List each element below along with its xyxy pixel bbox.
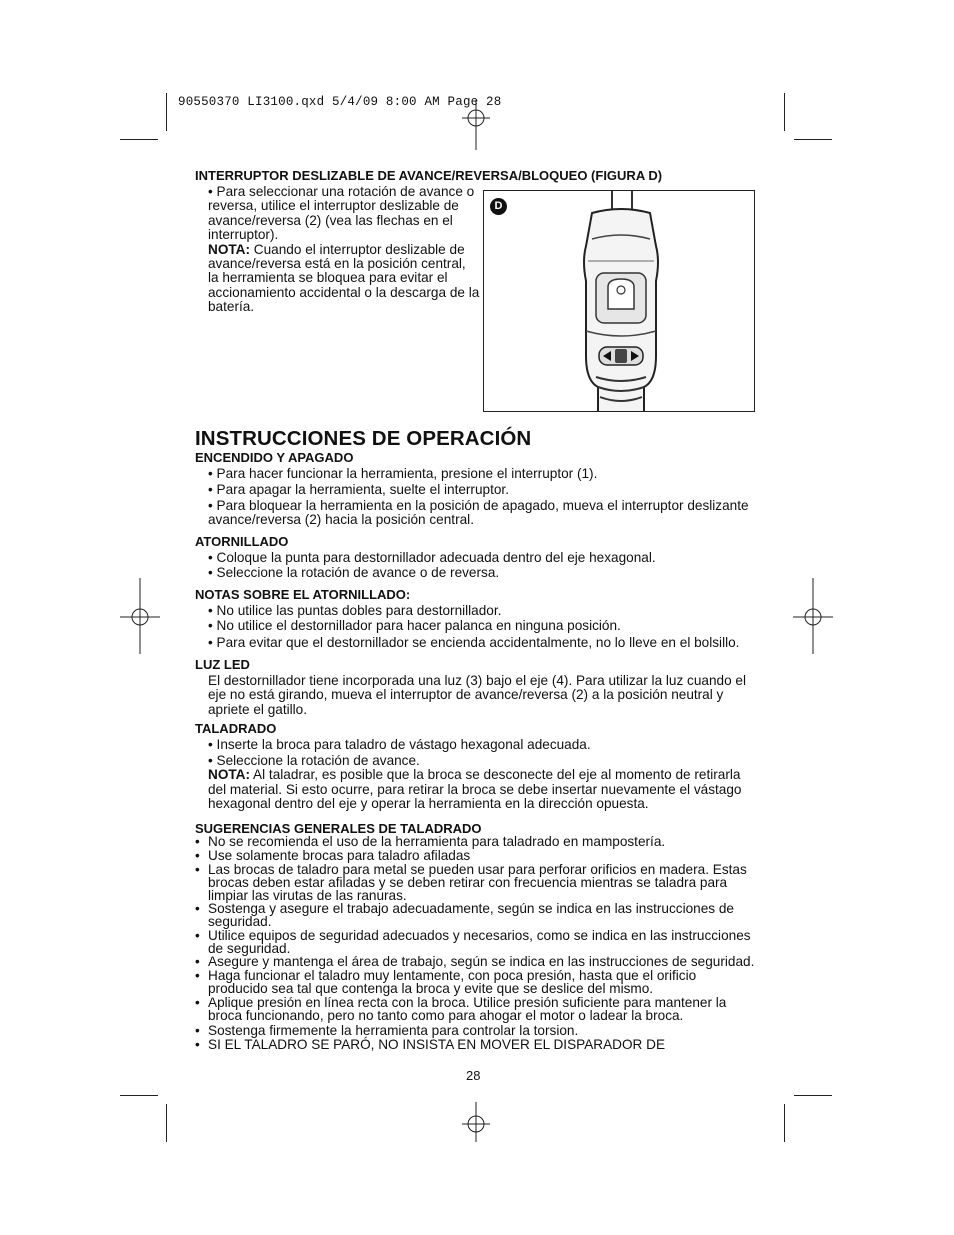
list-item-text: Utilice equipos de seguridad adecuados y necesarios, como se indica en las instrucciones de seguridad.	[208, 928, 751, 956]
list-item-text: Sostenga y asegure el trabajo adecuadamente, según se indica en las instrucciones de seguridad.	[208, 901, 734, 929]
bullet: •	[195, 834, 200, 849]
note-label: NOTA:	[208, 241, 251, 257]
atornillado-heading: ATORNILLADO	[195, 534, 289, 549]
screwdriver-top-view-icon	[484, 191, 755, 412]
figure-bullet: • Para seleccionar una rotación de avance o reversa, utilice el interruptor deslizable de avance/reversa (2) (vea las flechas en el interruptor).	[208, 184, 475, 243]
note-label: NOTA:	[208, 767, 251, 783]
list-item-text: Sostenga firmemente la herramienta para controlar la torsion.	[208, 1023, 579, 1038]
note-text: Al taladrar, es posible que la broca se desconecte del eje al momento de retirarla del material. Si esto ocurre, para retirar la broca se debe insertar nuevamente el vástago hexagonal dentro del eje y operar la herramienta en la dirección opuesta.	[208, 767, 742, 812]
list-item-text: Asegure y mantenga el área de trabajo, según se indica en las instrucciones de seguridad.	[208, 954, 755, 969]
list-item-text: No se recomienda el uso de la herramienta para taladrado en mampostería.	[208, 834, 666, 849]
figure-d-illustration	[483, 190, 755, 412]
luz-heading: LUZ LED	[195, 657, 250, 672]
figure-text	[208, 185, 480, 315]
list-item: • Para evitar que el destornillador se encienda accidentalmente, no lo lleve en el bolsillo.	[208, 634, 740, 650]
list-item-text: Haga funcionar el taladro muy lentamente, con poca presión, hasta que el orificio producido sea tal que contenga la broca y evite que se deslice del mismo.	[208, 968, 697, 996]
page-title: INSTRUCCIONES DE OPERACIÓN	[195, 427, 532, 450]
list-item: • Inserte la broca para taladro de vástago hexagonal adecuada.	[208, 737, 591, 752]
bullet: •	[195, 954, 200, 969]
figure-heading: INTERRUPTOR DESLIZABLE DE AVANCE/REVERSA/BLOQUEO (FIGURA D)	[195, 168, 663, 183]
encendido-heading: ENCENDIDO Y APAGADO	[195, 450, 354, 465]
taladrado-heading: TALADRADO	[195, 721, 277, 736]
bullet: •	[195, 848, 200, 863]
list-item: • Coloque la punta para destornillador adecuada dentro del eje hexagonal.	[208, 550, 656, 565]
atornillado-list	[208, 551, 756, 581]
bullet: •	[195, 862, 200, 877]
list-item: • Para apagar la herramienta, suelte el interruptor.	[208, 481, 509, 497]
registration-mark-icon	[120, 578, 160, 654]
sugerencias-heading: SUGERENCIAS GENERALES DE TALADRADO	[195, 821, 482, 836]
list-item: • No utilice las puntas dobles para destornillador.	[208, 603, 502, 618]
list-item-text: Las brocas de taladro para metal se pueden usar para perforar orificios en madera. Estas brocas deben estar afiladas y se deben retirar con frecuencia mientras se taladra para limpiar las virutas de las ranuras.	[208, 862, 747, 903]
file-slug: 90550370 LI3100.qxd 5/4/09 8:00 AM Page 28	[178, 95, 502, 109]
list-item-text: SI EL TALADRO SE PARÓ, NO INSISTA EN MOVER EL DISPARADOR DE	[208, 1037, 666, 1052]
note-text: Cuando el interruptor deslizable de avance/reversa está en la posición central, la herramienta se bloquea para evitar el accionamiento accidental o la descarga de la batería.	[208, 241, 480, 315]
list-item: • Seleccione la rotación de avance o de reversa.	[208, 565, 500, 581]
bullet: •	[195, 968, 200, 983]
bullet: •	[195, 995, 200, 1010]
page-number: 28	[466, 1068, 481, 1083]
list-item-text: Use solamente brocas para taladro afiladas	[208, 848, 471, 863]
list-item: • Para hacer funcionar la herramienta, presione el interruptor (1).	[208, 466, 598, 481]
registration-mark-icon	[793, 578, 833, 654]
taladrado-list	[208, 738, 756, 812]
bullet: •	[195, 1037, 200, 1052]
list-item: • Seleccione la rotación de avance.	[208, 752, 420, 768]
figure-note	[208, 243, 480, 315]
notas-list	[208, 604, 756, 650]
encendido-list	[208, 467, 756, 528]
list-item-text: Aplique presión en línea recta con la broca. Utilice presión suficiente para mantener la broca funcionando, pero no tanto como para ahogar el motor o ladear la broca.	[208, 995, 727, 1023]
bullet: •	[195, 928, 200, 943]
list-item: • Para bloquear la herramienta en la posición de apagado, mueva el interruptor deslizante avance/reversa (2) hacia la posición central.	[208, 497, 749, 528]
taladrado-note	[208, 768, 756, 811]
registration-mark-icon	[462, 1102, 490, 1142]
bullet: •	[195, 901, 200, 916]
notas-heading: NOTAS SOBRE EL ATORNILLADO:	[195, 587, 411, 602]
luz-text: El destornillador tiene incorporada una luz (3) bajo el eje (4). Para utilizar la luz cuando el eje no está girando, mueva el interruptor de avance/reversa (2) a la posición neutral y apriete el gatillo.	[208, 673, 747, 717]
bullet: •	[195, 1023, 200, 1038]
list-item: • No utilice el destornillador para hacer palanca en ninguna posición.	[208, 618, 621, 634]
figure-badge: D	[490, 198, 507, 215]
